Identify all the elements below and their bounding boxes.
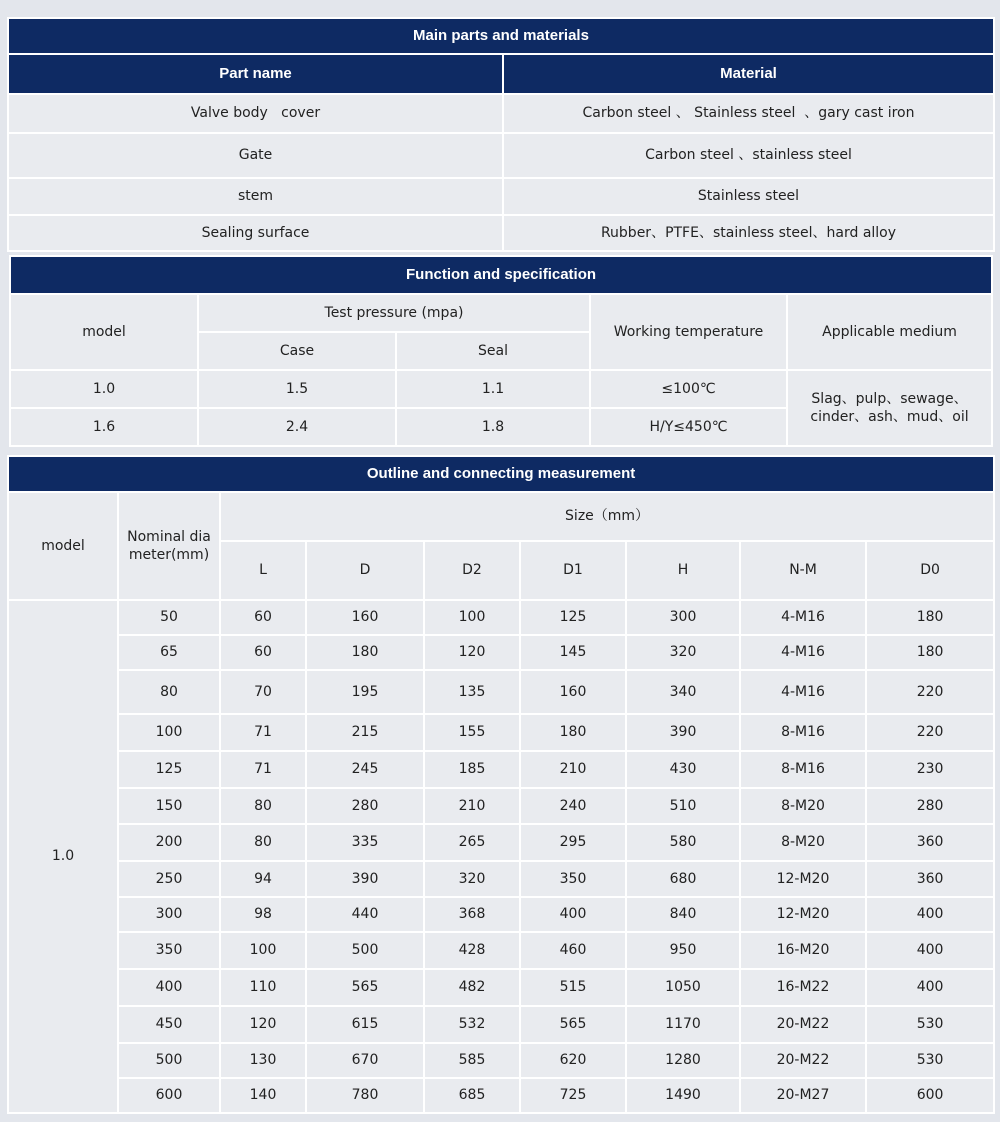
- d1-cell: 515: [520, 969, 626, 1006]
- d0-cell: 230: [866, 751, 994, 788]
- h-cell: 840: [626, 897, 740, 932]
- case-cell: 2.4: [198, 408, 396, 446]
- l-cell: 110: [220, 969, 306, 1006]
- d2-cell: 185: [424, 751, 520, 788]
- d0-cell: 530: [866, 1006, 994, 1043]
- d2-cell: 685: [424, 1078, 520, 1113]
- h-cell: 1050: [626, 969, 740, 1006]
- d1-cell: 210: [520, 751, 626, 788]
- table-row: [8, 969, 994, 1006]
- d2-cell: 585: [424, 1043, 520, 1078]
- l-cell: 80: [220, 788, 306, 824]
- d2-cell: 120: [424, 635, 520, 670]
- n-m-cell: 20-M22: [740, 1043, 866, 1078]
- d-cell: 440: [306, 897, 424, 932]
- d-cell: 670: [306, 1043, 424, 1078]
- material-header: Material: [503, 54, 994, 94]
- l-cell: 130: [220, 1043, 306, 1078]
- l-cell: 60: [220, 600, 306, 635]
- d-cell: 780: [306, 1078, 424, 1113]
- d2-cell: 100: [424, 600, 520, 635]
- nominal-diameter-cell: 150: [118, 788, 220, 824]
- d0-cell: 220: [866, 714, 994, 751]
- material-cell: Carbon steel 、 Stainless steel 、gary cast iron: [503, 94, 994, 133]
- l-cell: 120: [220, 1006, 306, 1043]
- outline-table: [7, 455, 995, 1114]
- test-pressure-header: Test pressure (mpa): [198, 294, 590, 332]
- d0-cell: 400: [866, 932, 994, 969]
- nominal-diameter-cell: 50: [118, 600, 220, 635]
- nominal-diameter-cell: 400: [118, 969, 220, 1006]
- part-name-cell: Sealing surface: [8, 215, 503, 251]
- nominal-diameter-cell: 250: [118, 861, 220, 897]
- h-cell: 320: [626, 635, 740, 670]
- outline-title: Outline and connecting measurement: [8, 456, 994, 492]
- part-name-cell: Gate: [8, 133, 503, 178]
- l-cell: 100: [220, 932, 306, 969]
- table-row: [8, 751, 994, 788]
- n-m-cell: 8-M20: [740, 824, 866, 861]
- n-m-cell: 16-M22: [740, 969, 866, 1006]
- nominal-diameter-cell: 600: [118, 1078, 220, 1113]
- nominal-diameter-cell: 300: [118, 897, 220, 932]
- d0-cell: 220: [866, 670, 994, 714]
- d2-cell: 210: [424, 788, 520, 824]
- spec-table: [9, 255, 993, 447]
- d2-cell: 265: [424, 824, 520, 861]
- h-cell: 300: [626, 600, 740, 635]
- d2-cell: 135: [424, 670, 520, 714]
- table-row: [8, 1043, 994, 1078]
- n-m-cell: 12-M20: [740, 861, 866, 897]
- col-header-d0: D0: [866, 541, 994, 600]
- h-cell: 580: [626, 824, 740, 861]
- l-cell: 60: [220, 635, 306, 670]
- outline-model-cell: 1.0: [8, 600, 118, 1113]
- seal-cell: 1.1: [396, 370, 590, 408]
- materials-table: [7, 17, 995, 252]
- spec-model-cell: 1.0: [10, 370, 198, 408]
- table-row: [8, 635, 994, 670]
- h-cell: 1170: [626, 1006, 740, 1043]
- d-cell: 565: [306, 969, 424, 1006]
- applicable-medium-cell: Slag、pulp、sewage、cinder、ash、mud、oil: [787, 370, 992, 446]
- d1-cell: 565: [520, 1006, 626, 1043]
- n-m-cell: 20-M22: [740, 1006, 866, 1043]
- n-m-cell: 16-M20: [740, 932, 866, 969]
- n-m-cell: 12-M20: [740, 897, 866, 932]
- materials-title: Main parts and materials: [8, 18, 994, 54]
- d0-cell: 180: [866, 635, 994, 670]
- temperature-cell: ≤100℃: [590, 370, 787, 408]
- nominal-diameter-cell: 125: [118, 751, 220, 788]
- d-cell: 215: [306, 714, 424, 751]
- d0-cell: 360: [866, 861, 994, 897]
- applicable-medium-header: Applicable medium: [787, 294, 992, 370]
- h-cell: 430: [626, 751, 740, 788]
- d-cell: 335: [306, 824, 424, 861]
- nominal-diameter-cell: 350: [118, 932, 220, 969]
- d2-cell: 428: [424, 932, 520, 969]
- table-row: [8, 600, 994, 635]
- d2-cell: 532: [424, 1006, 520, 1043]
- outline-model-header: model: [8, 492, 118, 600]
- nominal-diameter-cell: 200: [118, 824, 220, 861]
- h-cell: 680: [626, 861, 740, 897]
- table-row: [8, 1006, 994, 1043]
- case-cell: 1.5: [198, 370, 396, 408]
- d1-cell: 240: [520, 788, 626, 824]
- l-cell: 80: [220, 824, 306, 861]
- d-cell: 390: [306, 861, 424, 897]
- table-row: [8, 714, 994, 751]
- d-cell: 160: [306, 600, 424, 635]
- n-m-cell: 4-M16: [740, 600, 866, 635]
- d2-cell: 155: [424, 714, 520, 751]
- h-cell: 1280: [626, 1043, 740, 1078]
- d0-cell: 400: [866, 969, 994, 1006]
- nominal-diameter-cell: 100: [118, 714, 220, 751]
- d-cell: 280: [306, 788, 424, 824]
- nominal-diameter-cell: 450: [118, 1006, 220, 1043]
- d1-cell: 460: [520, 932, 626, 969]
- d2-cell: 320: [424, 861, 520, 897]
- material-cell: Rubber、PTFE、stainless steel、hard alloy: [503, 215, 994, 251]
- spec-model-cell: 1.6: [10, 408, 198, 446]
- d0-cell: 180: [866, 600, 994, 635]
- l-cell: 71: [220, 751, 306, 788]
- h-cell: 340: [626, 670, 740, 714]
- material-cell: Stainless steel: [503, 178, 994, 215]
- l-cell: 70: [220, 670, 306, 714]
- h-cell: 950: [626, 932, 740, 969]
- d1-cell: 725: [520, 1078, 626, 1113]
- n-m-cell: 8-M16: [740, 714, 866, 751]
- d1-cell: 180: [520, 714, 626, 751]
- working-temperature-header: Working temperature: [590, 294, 787, 370]
- table-row: [8, 788, 994, 824]
- l-cell: 71: [220, 714, 306, 751]
- seal-cell: 1.8: [396, 408, 590, 446]
- col-header-n-m: N-M: [740, 541, 866, 600]
- n-m-cell: 8-M16: [740, 751, 866, 788]
- nominal-diameter-cell: 500: [118, 1043, 220, 1078]
- seal-header: Seal: [396, 332, 590, 370]
- d-cell: 195: [306, 670, 424, 714]
- d-cell: 245: [306, 751, 424, 788]
- n-m-cell: 4-M16: [740, 635, 866, 670]
- h-cell: 510: [626, 788, 740, 824]
- l-cell: 98: [220, 897, 306, 932]
- d1-cell: 400: [520, 897, 626, 932]
- d1-cell: 295: [520, 824, 626, 861]
- case-header: Case: [198, 332, 396, 370]
- n-m-cell: 8-M20: [740, 788, 866, 824]
- nominal-diameter-cell: 80: [118, 670, 220, 714]
- col-header-h: H: [626, 541, 740, 600]
- table-row: [8, 897, 994, 932]
- d0-cell: 530: [866, 1043, 994, 1078]
- part-name-cell: Valve body cover: [8, 94, 503, 133]
- nominal-diameter-header: Nominal diameter(mm): [118, 492, 220, 600]
- d0-cell: 600: [866, 1078, 994, 1113]
- table-row: [8, 932, 994, 969]
- h-cell: 1490: [626, 1078, 740, 1113]
- table-row: [8, 670, 994, 714]
- part-name-cell: stem: [8, 178, 503, 215]
- col-header-l: L: [220, 541, 306, 600]
- temperature-cell: H/Y≤450℃: [590, 408, 787, 446]
- spec-model-header: model: [10, 294, 198, 370]
- col-header-d1: D1: [520, 541, 626, 600]
- col-header-d: D: [306, 541, 424, 600]
- table-row: [8, 824, 994, 861]
- n-m-cell: 4-M16: [740, 670, 866, 714]
- part-name-header: Part name: [8, 54, 503, 94]
- n-m-cell: 20-M27: [740, 1078, 866, 1113]
- d1-cell: 160: [520, 670, 626, 714]
- nominal-diameter-cell: 65: [118, 635, 220, 670]
- d1-cell: 125: [520, 600, 626, 635]
- d2-cell: 368: [424, 897, 520, 932]
- outline-body: [8, 600, 994, 1113]
- d2-cell: 482: [424, 969, 520, 1006]
- h-cell: 390: [626, 714, 740, 751]
- d-cell: 500: [306, 932, 424, 969]
- table-row: [8, 861, 994, 897]
- d1-cell: 350: [520, 861, 626, 897]
- d0-cell: 400: [866, 897, 994, 932]
- l-cell: 140: [220, 1078, 306, 1113]
- d-cell: 615: [306, 1006, 424, 1043]
- spec-title: Function and specification: [10, 256, 992, 294]
- d-cell: 180: [306, 635, 424, 670]
- l-cell: 94: [220, 861, 306, 897]
- d0-cell: 280: [866, 788, 994, 824]
- d1-cell: 145: [520, 635, 626, 670]
- d1-cell: 620: [520, 1043, 626, 1078]
- d0-cell: 360: [866, 824, 994, 861]
- size-header: Size（mm）: [220, 492, 994, 541]
- table-row: [8, 1078, 994, 1113]
- material-cell: Carbon steel 、stainless steel: [503, 133, 994, 178]
- col-header-d2: D2: [424, 541, 520, 600]
